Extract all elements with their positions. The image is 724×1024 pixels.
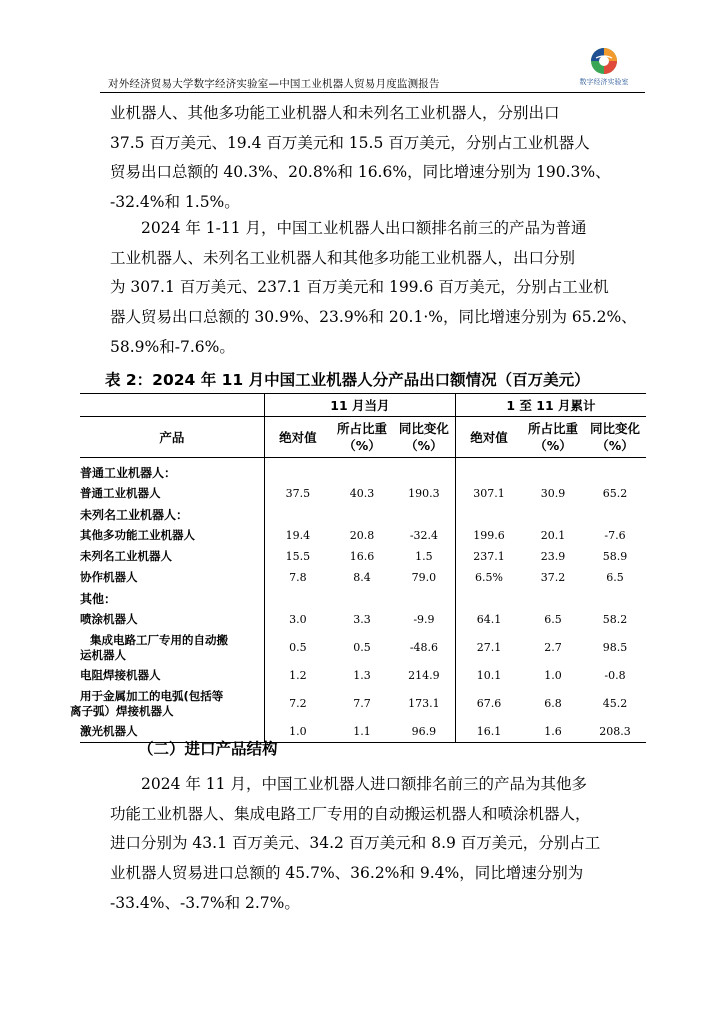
text-line: 37.5 百万美元、19.4 百万美元和 15.5 百万美元，分别占工业机器人 [110,133,590,152]
text-line: 工业机器人、未列名工业机器人和其他多功能工业机器人，出口分别 [110,248,576,267]
col-share-cumulative: 所占比重 （%） [522,417,584,458]
text-line: 功能工业机器人、集成电路工厂专用的自动搬运机器人和喷涂机器人， [110,804,591,823]
text-line: 58.9%和-7.6%。 [110,337,235,356]
paragraph-3 [110,770,630,919]
text-line: 2024 年 1-11 月，中国工业机器人出口额排名前三的产品为普通 [141,219,587,237]
table-row: 协作机器人 7.8 8.4 79.0 6.5% 37.2 6.5 [80,567,646,588]
table-row: 电阻焊接机器人 1.2 1.3 214.9 10.1 1.0 -0.8 [80,665,646,686]
table-row: 普通工业机器人 37.5 40.3 190.3 307.1 30.9 65.2 [80,483,646,504]
col-change-current: 同比变化 （%） [393,417,455,458]
globe-logo-icon [586,46,622,76]
text-line: 贸易出口总额的 40.3%、20.8%和 16.6%，同比增速分别为 190.3%、 [110,163,611,182]
group-current-month: 11 月当月 [264,394,455,417]
table-category-row: 其他： [80,588,646,609]
table-row: 喷涂机器人 3.0 3.3 -9.9 64.1 6.5 58.2 [80,609,646,630]
text-line: 为 307.1 百万美元、237.1 百万美元和 199.6 百万美元，分别占工业机 [110,278,609,297]
header-title: 对外经济贸易大学数字经济实验室—中国工业机器人贸易月度监测报告 [108,78,440,90]
text-line: -33.4%、-3.7%和 2.7%。 [110,893,300,912]
text-line: -32.4%和 1.5%。 [110,193,240,212]
paragraph-2 [110,214,637,363]
table-column-header [80,417,646,458]
table-category-row: 未列名工业机器人： [80,504,646,525]
table-row: 激光机器人 1.0 1.1 96.9 16.1 1.6 208.3 [80,721,646,743]
text-line: 2024 年 11 月，中国工业机器人进口额排名前三的产品为其他多 [141,775,587,793]
col-abs-cumulative: 绝对值 [455,417,522,458]
table-caption: 表 2：2024 年 11 月中国工业机器人分产品出口额情况（百万美元） [105,371,590,389]
export-table [70,393,646,743]
col-abs-current: 绝对值 [264,417,331,458]
col-share-current: 所占比重 （%） [331,417,393,458]
table-category-row: 普通工业机器人： [80,458,646,484]
table-row: 其他多功能工业机器人 19.4 20.8 -32.4 199.6 20.1 -7.6 [80,525,646,546]
text-line: 业机器人、其他多功能工业机器人和未列名工业机器人，分别出口 [110,104,560,122]
text-line: 器人贸易出口总额的 30.9%、23.9%和 20.1·%，同比增速分别为 65.2%、 [110,308,637,327]
group-cumulative: 1 至 11 月累计 [455,394,646,417]
col-product: 产品 [80,417,264,458]
lab-logo [571,46,637,92]
table-row: 用于金属加工的电弧(包括等 离子弧）焊接机器人 7.2 7.7 173.1 67.6 6.8 45.2 [80,686,646,721]
text-line: 业机器人贸易进口总额的 45.7%、36.2%和 9.4%，同比增速分别为 [110,864,584,883]
table-row: 集成电路工厂专用的自动搬 运机器人 0.5 0.5 -48.6 27.1 2.7 98.5 [80,630,646,665]
col-change-cumulative: 同比变化 （%） [584,417,646,458]
section-heading: （二）进口产品结构 [138,740,278,758]
page-header [100,70,645,93]
logo-caption: 数字经济实验室 [579,78,629,86]
table-row: 未列名工业机器人 15.5 16.6 1.5 237.1 23.9 58.9 [80,546,646,567]
table-group-header [80,394,646,417]
text-line: 进口分别为 43.1 百万美元、34.2 百万美元和 8.9 百万美元，分别占工 [110,834,601,853]
paragraph-1 [110,99,630,218]
